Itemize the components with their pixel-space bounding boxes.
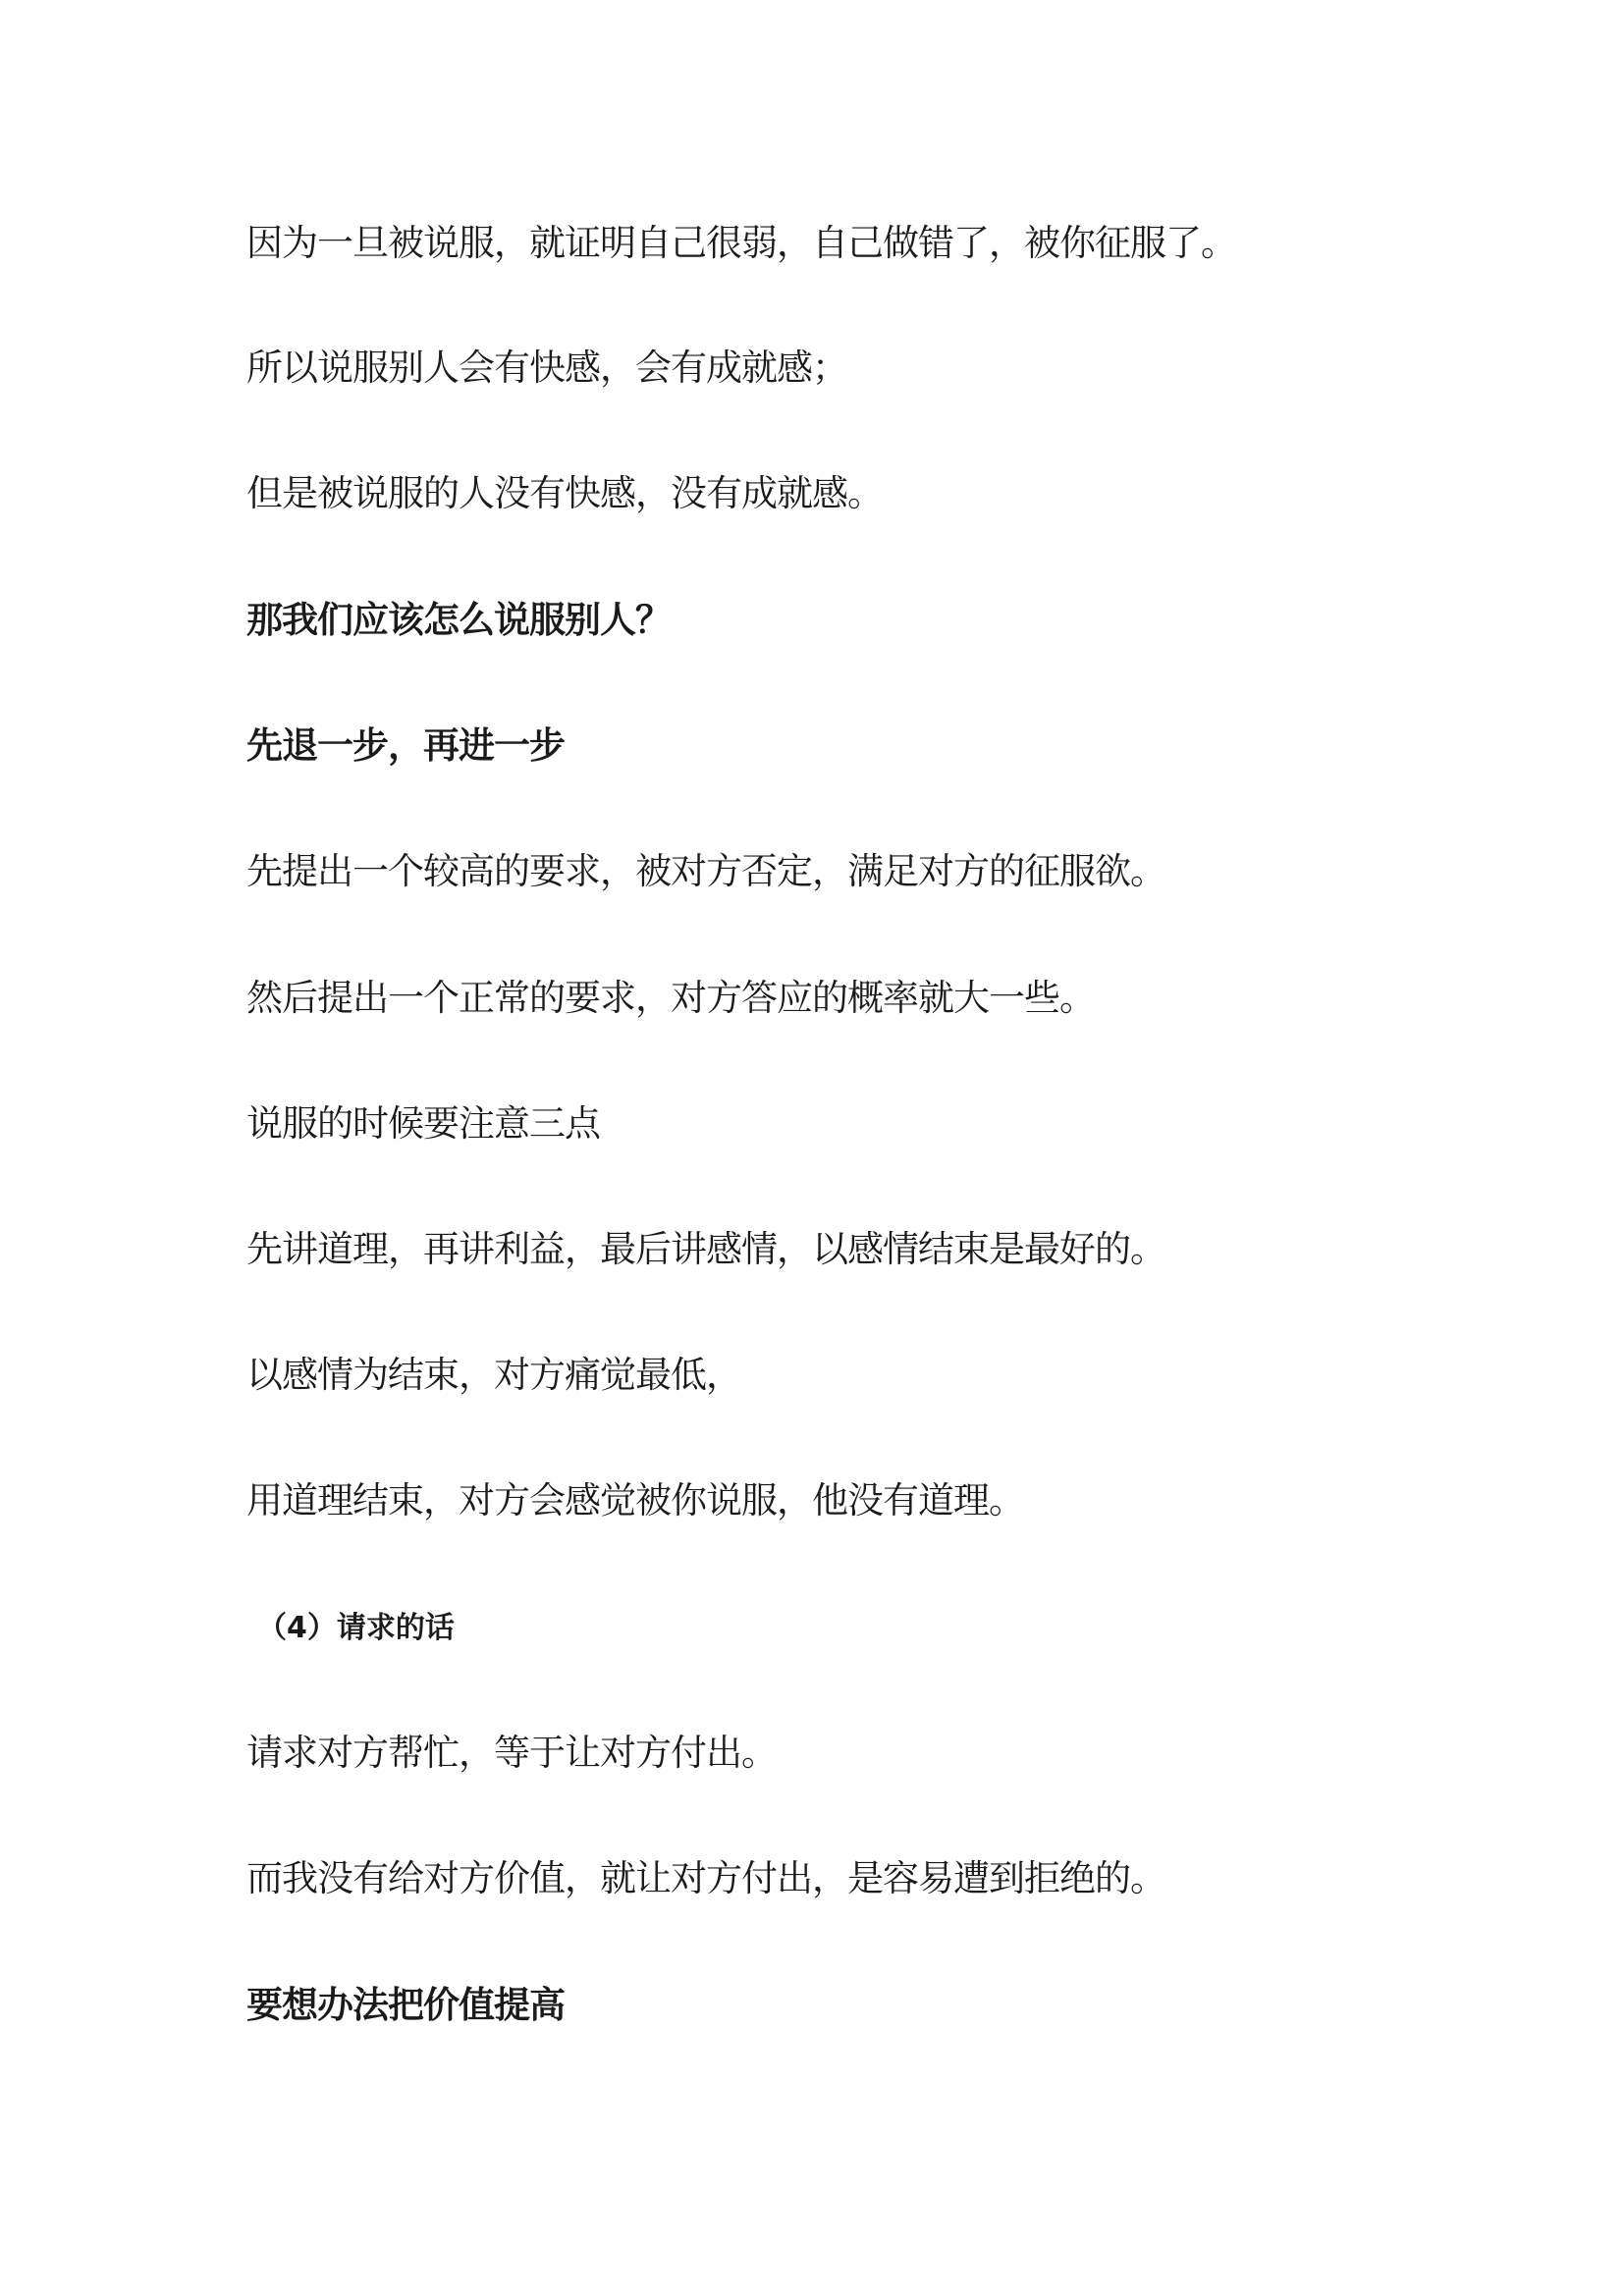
paragraph: 说服的时候要注意三点 bbox=[246, 1102, 600, 1145]
paragraph: 但是被说服的人没有快感，没有成就感。 bbox=[246, 472, 883, 514]
paragraph: 然后提出一个正常的要求，对方答应的概率就大一些。 bbox=[246, 977, 1095, 1019]
bold-heading: 那我们应该怎么说服别人？ bbox=[246, 599, 671, 641]
paragraph: 先讲道理，再讲利益，最后讲感情，以感情结束是最好的。 bbox=[246, 1228, 1165, 1270]
paragraph: 用道理结束，对方会感觉被你说服，他没有道理。 bbox=[246, 1479, 1024, 1522]
paragraph: 所以说服别人会有快感，会有成就感； bbox=[246, 347, 847, 389]
paragraph: 请求对方帮忙，等于让对方付出。 bbox=[246, 1732, 777, 1774]
paragraph: 先提出一个较高的要求，被对方否定，满足对方的征服欲。 bbox=[246, 850, 1165, 892]
paragraph: 而我没有给对方价值，就让对方付出，是容易遭到拒绝的。 bbox=[246, 1857, 1165, 1899]
bold-heading: 要想办法把价值提高 bbox=[246, 1984, 565, 2026]
paragraph: 因为一旦被说服，就证明自己很弱，自己做错了，被你征服了。 bbox=[246, 222, 1236, 264]
section-heading: （4）请求的话 bbox=[257, 1611, 455, 1645]
bold-heading: 先退一步，再进一步 bbox=[246, 724, 565, 767]
paragraph: 以感情为结束，对方痛觉最低， bbox=[246, 1354, 741, 1396]
